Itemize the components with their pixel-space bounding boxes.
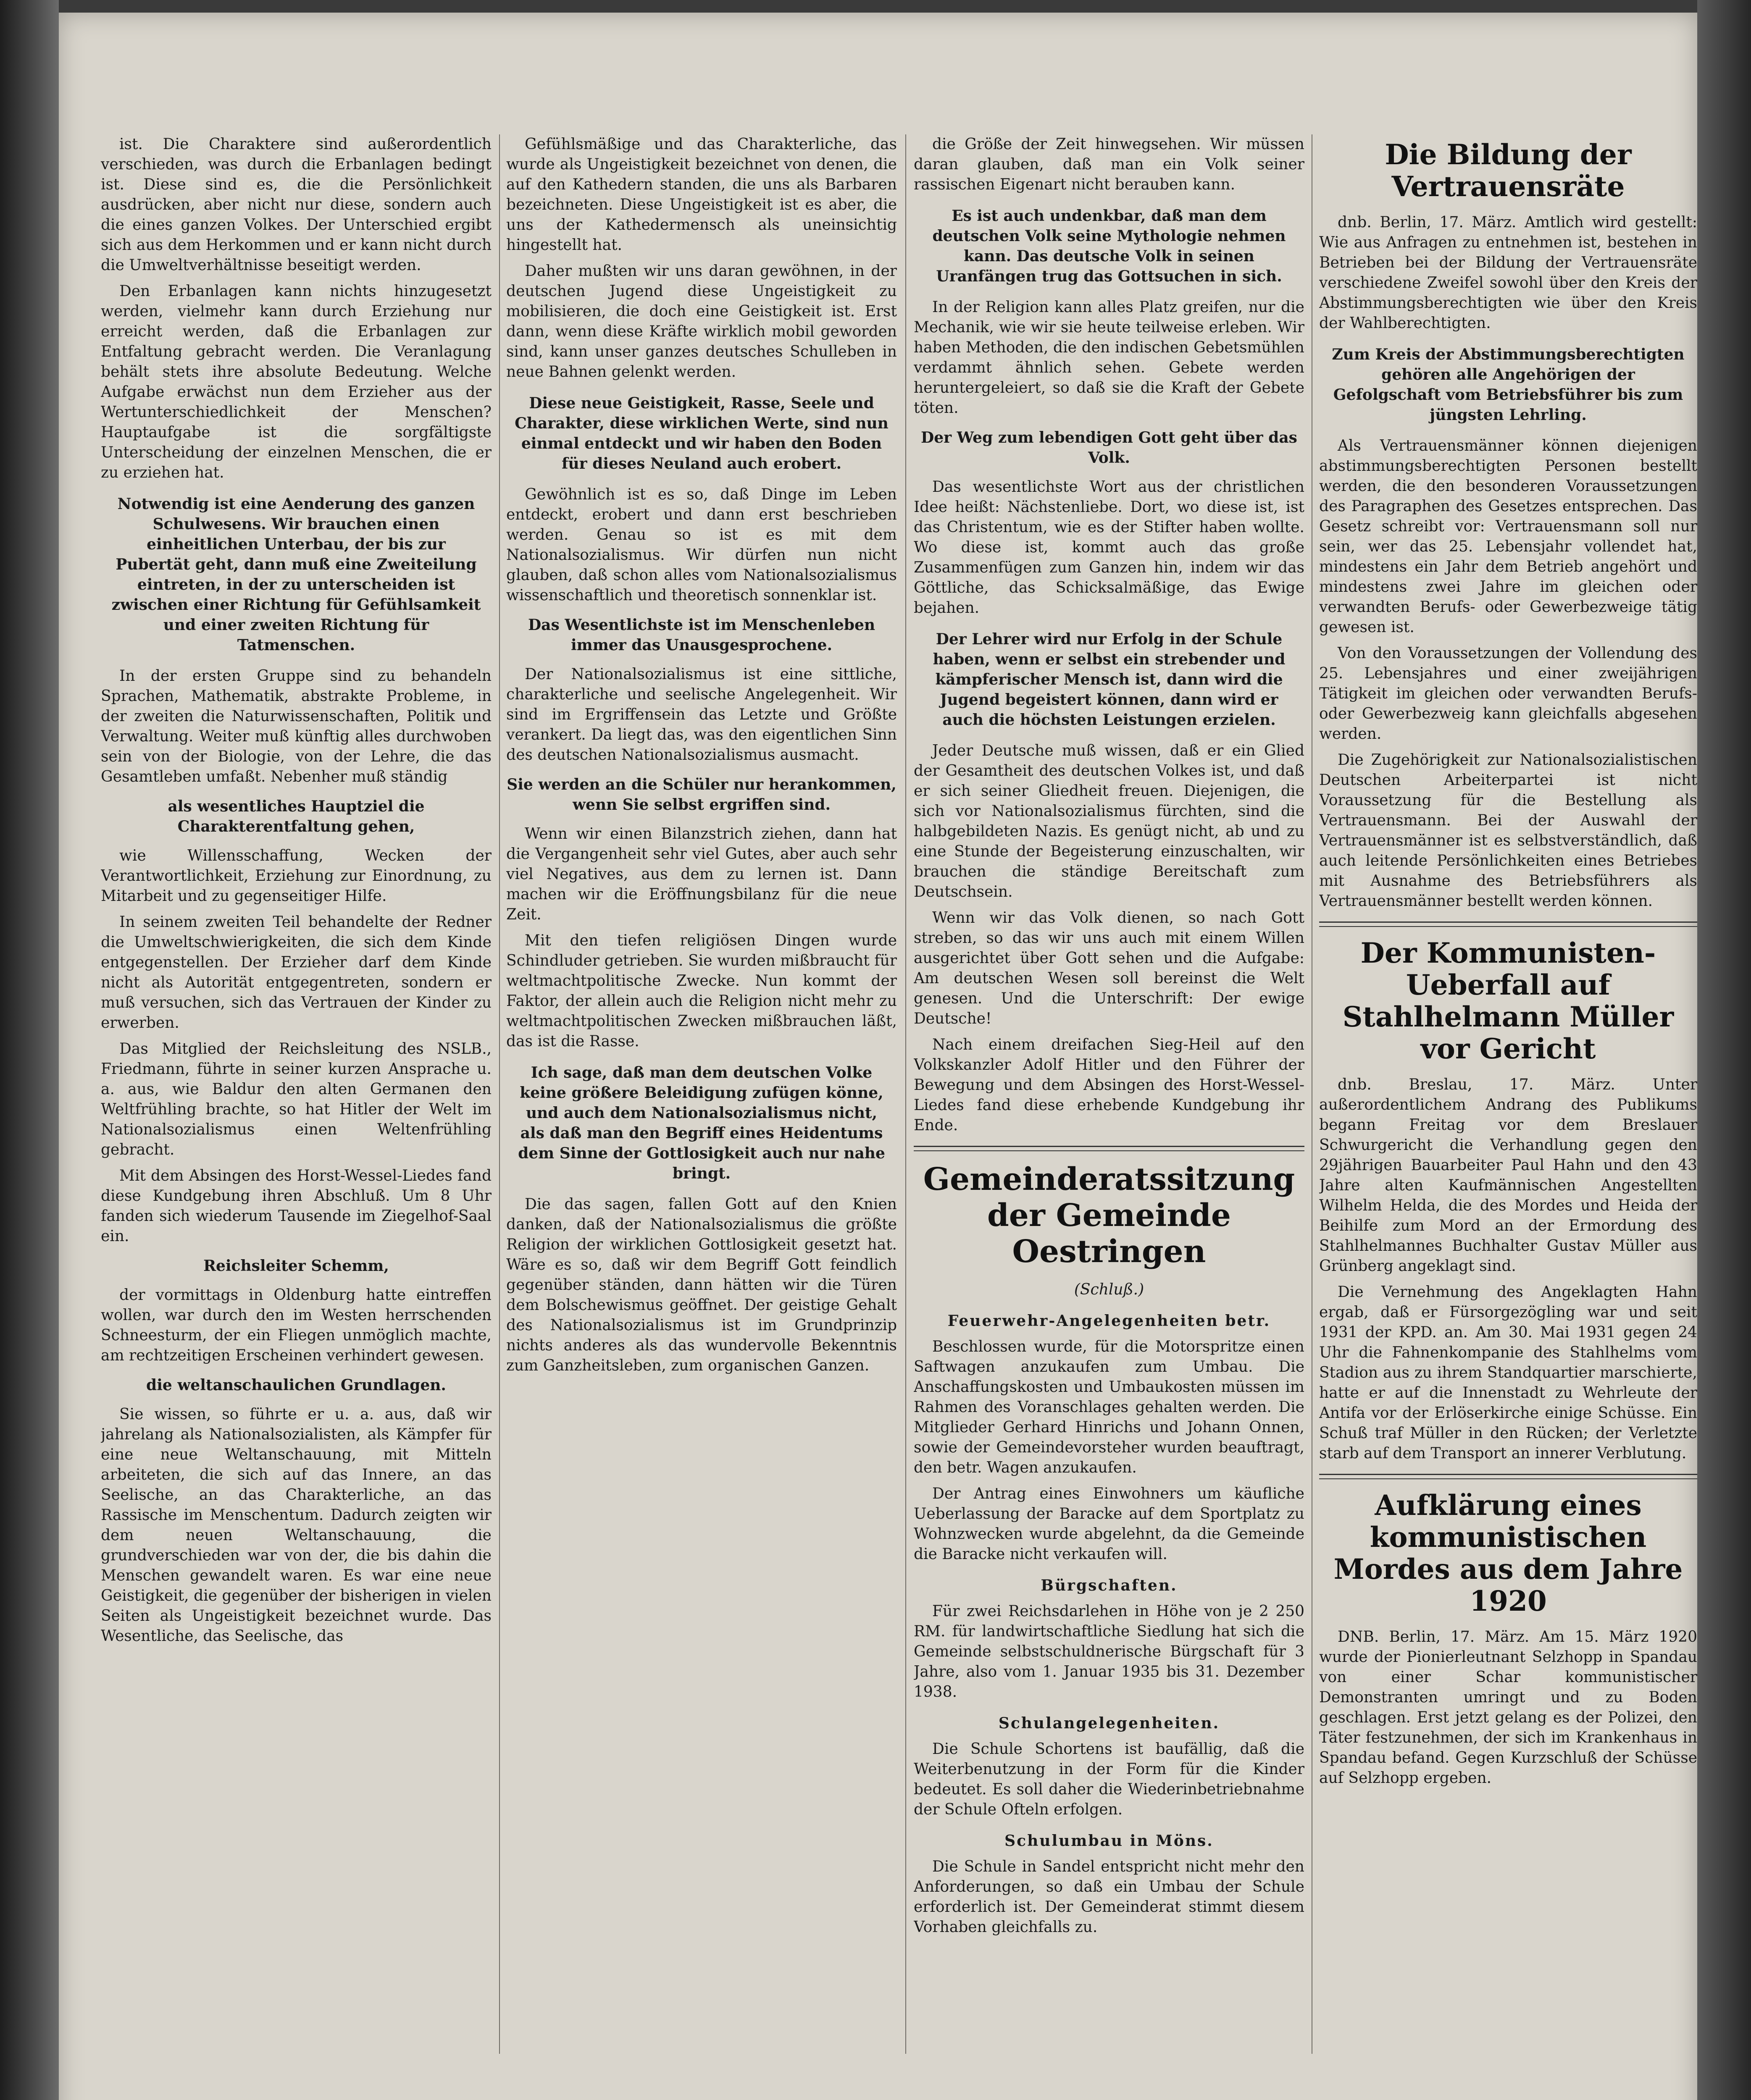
subheading: die weltanschaulichen Grundlagen. [146,1376,446,1394]
article-headline: Gemeinderatssitzung der Gemeinde Oestringen [923,1161,1295,1270]
article-headline: Aufklärung eines kommunistischen Mordes aus dem Jahre 1920 [1333,1489,1683,1617]
paragraph: Mit dem Absingen des Horst-Wessel-Liedes fand diese Kundgebung ihren Abschluß. Um 8 Uhr fanden sich wiederum Tausende im Ziegelhof-Saal ein. [101,1167,492,1245]
paragraph: Die Zugehörigkeit zur Nationalsozialistischen Deutschen Arbeiterpartei ist nicht Voraussetzung für die Bestellung als Vertrauensmann. Bei der Auswahl der Vertrauensmänner ist es selbstverständlich, daß auch leitende Persönlichkeiten eines Betriebes mit Ausnahme des Betriebsführers als Vertrauensmänner bestellt werden können. [1319,751,1697,910]
paragraph: dnb. Berlin, 17. März. Amtlich wird gestellt: Wie aus Anfragen zu entnehmen ist, bestehen in Betrieben bei der Bildung der Vertrauensräte verschiedene Zweifel sowohl über den Kreis der Abstimmungsberechtigten wie über den Kreis der Wahlberechtigten. [1319,214,1697,332]
bold-statement: Der Lehrer wird nur Erfolg in der Schule haben, wenn er selbst ein strebender und kämpferischer Mensch ist, dann wird die Jugend begeistert können, dann wird er auch die höchsten Leistungen erzielen. [933,630,1286,729]
bold-statement: Notwendig ist eine Aenderung des ganzen Schulwesens. Wir brauchen einen einheitlichen Unterbau, der bis zur Pubertät geht, dann muß eine Zweiteilung eintreten, in der zu unterscheiden ist zwischen einer Richtung für Gefühlsamkeit und einer zweiten Richtung für Tatmenschen. [111,495,481,654]
paragraph: Das wesentlichste Wort aus der christlichen Idee heißt: Nächstenliebe. Dort, wo diese ist, ist das Christentum, wie es der Stifter haben wollte. Wo diese ist, kommt auch das große Zusammenfügen zum Ganzen hin, indem wir das Göttliche, das Schicksalmäßige, das Ewige bejahen. [914,478,1304,617]
paragraph: Als Vertrauensmänner können diejenigen abstimmungsberechtigten Personen bestellt werden, die den besonderen Voraussetzungen des Paragraphen des Gesetzes entsprechen. Das Gesetz schreibt vor: Vertrauensmann soll nur sein, wer das 25. Lebensjahr vollendet hat, mindestens ein Jahr dem Betrieb angehört und mindestens zwei Jahre im gleichen oder verwandten Berufs- oder Gewerbezweige tätig gewesen ist. [1319,437,1697,636]
paragraph: Von den Voraussetzungen der Vollendung des 25. Lebensjahres und einer zweijährigen Tätigkeit im gleichen oder verwandten Berufs- oder Gewerbezweig kann gleichfalls abgesehen werden. [1319,645,1697,743]
paragraph: Mit den tiefen religiösen Dingen wurde Schindluder getrieben. Sie wurden mißbraucht für weltmachtpolitische Zwecke. Nun kommt der Faktor, der allein auch die Religion nicht mehr zu weltmachtpolitischen Zwecken mißbrauchen läßt, das ist die Rasse. [506,932,897,1050]
paragraph: Wenn wir das Volk dienen, so nach Gott streben, so das wir uns auch mit einem Willen ausgerichtet über Gott sehen und die Aufgabe: Am deutschen Wesen soll bereinst die Welt genesen. Und die Unterschrift: Der ewige Deutsche! [914,909,1304,1027]
column-2 [506,134,897,2054]
section-divider [1319,1474,1697,1479]
paragraph: Die Vernehmung des Angeklagten Hahn ergab, daß er Fürsorgezögling war und seit 1931 der KPD. an. Am 30. Mai 1931 gegen 24 Uhr die Fahnenkompanie des Stahlhelms vom Stadion aus zu ihrem Standquartier marschierte, hatte er auf die Innenstadt zu Wehrleute der Antifa vor der Erlöserkirche einige Schüsse. Ein Schuß traf Müller in den Rücken; der Verletzte starb auf dem Transport an innerer Verblutung. [1319,1284,1697,1462]
column-3 [914,134,1304,2054]
bold-statement: Ich sage, daß man dem deutschen Volke keine größere Beleidigung zufügen könne, und auch dem Nationalsozialismus nicht, als daß man den Begriff eines Heidentums dem Sinne der Gottlosigkeit auch nur nahe bringt. [518,1064,885,1182]
column-1 [101,134,492,2054]
subheading: Reichsleiter Schemm, [203,1257,389,1275]
paragraph: Die Schule Schortens ist baufällig, daß die Weiterbenutzung in der Form für die Kinder bedeutet. Es soll daher die Wiederinbetriebnahme der Schule Ofteln erfolgen. [914,1740,1304,1818]
paragraph: Der Antrag eines Einwohners um käufliche Ueberlassung der Baracke auf dem Sportplatz zu Wohnzwecken wurde abgelehnt, da die Gemeinde die Baracke nicht verkaufen will. [914,1485,1304,1563]
article-headline: Die Bildung der Vertrauensräte [1385,138,1632,203]
paragraph: DNB. Berlin, 17. März. Am 15. März 1920 wurde der Pionierleutnant Selzhopp in Spandau von einer Schar kommunistischer Demonstranten umringt und zu Boden geschlagen. Erst jetzt gelang es der Polizei, den Täter festzunehmen, der sich im Krankenhaus in Spandau befand. Gegen Kurzschluß der Schüsse auf Selzhopp ergeben. [1319,1628,1697,1787]
subheading: als wesentliches Hauptziel die Charakterentfaltung gehen, [168,798,425,835]
paragraph: Sie wissen, so führte er u. a. aus, daß wir jahrelang als Nationalsozialisten, als Kämpfer für eine neue Weltanschauung, mit Mitteln arbeiteten, die sich auf das Innere, an das Seelische, an das Charakterliche, an das Rassische im Menschentum. Dadurch zeigten wir dem neuen Weltanschauung, die grundverschieden war von der, die bis dahin die Menschen gewandelt waren. Es war eine neue Geistigkeit, die gegenüber der bisherigen in vielen Seiten als Ungeistigkeit bezeichnet wurde. Das Wesentliche, das Seelische, das [101,1406,492,1645]
paragraph: Beschlossen wurde, für die Motorspritze einen Saftwagen anzukaufen zum Umbau. Die Anschaffungskosten und Umbaukosten müssen im Rahmen des Voranschlages gehalten werden. Die Mitglieder Gerhard Hinrichs und Johann Onnen, sowie der Gemeindevorsteher wurden beauftragt, den betr. Wagen anzukaufen. [914,1338,1304,1476]
paragraph: In seinem zweiten Teil behandelte der Redner die Umweltschwierigkeiten, die sich dem Kinde entgegenstellen. Der Erzieher darf dem Kinde nicht als Autorität entgegentreten, sondern er muß versuchen, sich das Vertrauen der Kinder zu erwerben. [101,914,492,1032]
subheading: Der Weg zum lebendigen Gott geht über das Volk. [921,429,1297,467]
paragraph: Jeder Deutsche muß wissen, daß er ein Glied der Gesamtheit des deutschen Volkes ist, und daß er sich seiner Gliedheit freuen. Diejenigen, die sich vor Nationalsozialismus fürchten, sind die halbgebildeten Nazis. Es genügt nicht, ab und zu eine Stunde der Begeisterung einzuschalten, wir brauchen die ständige Bereitschaft zum Deutschsein. [914,742,1304,900]
subheading: Das Wesentlichste ist im Menschenleben immer das Unausgesprochene. [528,616,876,654]
paragraph: In der ersten Gruppe sind zu behandeln Sprachen, Mathematik, abstrakte Probleme, in der zweiten die Naturwissenschaften, Politik und Verwaltung. Weiter muß künftig alles durchwoben sein von der Biologie, von der Lehre, die das Gesamtleben umfaßt. Nebenher muß ständig [101,667,492,785]
paragraph: Das Mitglied der Reichsleitung des NSLB., Friedmann, führte in seiner kurzen Ansprache u. a. aus, wie Baldur den alten Germanen den Weltfrühling brachte, so hat Hitler der Welt im Nationalsozialismus einen Weltenfrühling gebracht. [101,1040,492,1158]
section-divider [914,1146,1304,1151]
paragraph: Daher mußten wir uns daran gewöhnen, in der deutschen Jugend diese Ungeistigkeit zu mobilisieren, die doch eine Geistigkeit ist. Erst dann, wenn diese Kräfte wirklich mobil geworden sind, kann unser ganzes deutsches Schulleben in neue Bahnen gelenkt werden. [506,262,897,381]
paragraph: Gefühlsmäßige und das Charakterliche, das wurde als Ungeistigkeit bezeichnet von denen, die auf den Kathedern standen, die uns als Barbaren bezeichneten. Diese Ungeistigkeit ist es aber, die uns der Kathedermensch als uneinsichtig hingestellt hat. [506,136,897,254]
bold-statement: Zum Kreis der Abstimmungsberechtigten gehören alle Angehörigen der Gefolgschaft vom Betriebsführer bis zum jüngsten Lehrling. [1332,346,1685,424]
paragraph: Die Schule in Sandel entspricht nicht mehr den Anforderungen, so daß ein Umbau der Schule erforderlich ist. Der Gemeinderat stimmt diesem Vorhaben gleichfalls zu. [914,1858,1304,1936]
paragraph: Für zwei Reichsdarlehen in Höhe von je 2 250 RM. für landwirtschaftliche Siedlung hat sich die Gemeinde selbstschuldnerische Bürgschaft für 3 Jahre, also vom 1. Januar 1935 bis 31. Dezember 1938. [914,1603,1304,1701]
section-divider [1319,921,1697,927]
column-rule-1 [499,134,500,2054]
paragraph: Wenn wir einen Bilanzstrich ziehen, dann hat die Vergangenheit sehr viel Gutes, aber auch sehr viel Negatives, aus dem zu lernen ist. Dann machen wir die Eröffnungsbilanz für die neue Zeit. [506,825,897,923]
paragraph: Die das sagen, fallen Gott auf den Knien danken, daß der Nationalsozialismus die größte Religion der wirklichen Gottlosigkeit gesetzt hat. Wäre es so, daß wir dem Begriff Gott feindlich gegenüber ständen, dann hätten wir die Türen dem Bolschewismus geöffnet. Der geistige Gehalt des Nationalsozialismus ist im Grundprinzip nichts anderes als das wundervolle Bekenntnis zum Ganzheitsleben, zum organischen Ganzen. [506,1196,897,1374]
paragraph: dnb. Breslau, 17. März. Unter außerordentlichem Andrang des Publikums begann Freitag vor dem Breslauer Schwurgericht die Verhandlung gegen den 29jährigen Bauarbeiter Paul Hahn und den 43 Jahre alten Kaufmännischen Angestellten Wilhelm Helda, die des Mordes und Heida der Beihilfe zum Mord an der Ermordung des Stahlhelmannes Buchhalter Gustav Müller aus Grünberg angeklagt sind. [1319,1076,1697,1275]
paragraph: Nach einem dreifachen Sieg-Heil auf den Volkskanzler Adolf Hitler und den Führer der Bewegung und dem Absingen des Horst-Wessel-Liedes fand diese erhebende Kundgebung ihr Ende. [914,1036,1304,1134]
column-4 [1319,134,1697,2054]
book-binding-shadow [0,0,59,2100]
continued-note: (Schluß.) [1074,1281,1144,1298]
paragraph: wie Willensschaffung, Wecken der Verantwortlichkeit, Erziehung zur Einordnung, zu Mitarbeit und zu gegenseitiger Hilfe. [101,847,492,905]
paragraph: Gewöhnlich ist es so, daß Dinge im Leben entdeckt, erobert und dann erst beschrieben werden. Genau so ist es mit dem Nationalsozialismus. Wir dürfen nun nicht glauben, daß schon alles vom Nationalsozialismus wissenschaftlich und theoretisch sonnenklar ist. [506,486,897,604]
bold-statement: Diese neue Geistigkeit, Rasse, Seele und Charakter, diese wirklichen Werte, sind nun einmal entdeckt und wir haben den Boden für dieses Neuland auch erobert. [515,394,889,472]
paragraph: der vormittags in Oldenburg hatte eintreffen wollen, war durch den im Westen herrschenden Schneesturm, der ein Fliegen unmöglich machte, am rechtzeitigen Erscheinen verhindert gewesen. [101,1286,492,1364]
column-rule-2 [905,134,906,2054]
paragraph: In der Religion kann alles Platz greifen, nur die Mechanik, wie wir sie heute teilweise erleben. Wir haben Methoden, die den indischen Gebetsmühlen verdammt ähnlich sehen. Gebete werden heruntergeleiert, so daß sie die Kraft der Gebete töten. [914,299,1304,417]
paragraph: Der Nationalsozialismus ist eine sittliche, charakterliche und seelische Angelegenheit. Wir sind im Ergriffensein das Letzte und Größte verankert. Da liegt das, was den eigentlichen Sinn des deutschen Nationalsozialismus ausmacht. [506,666,897,764]
bold-statement: Es ist auch undenkbar, daß man dem deutschen Volk seine Mythologie nehmen kann. Das deutsche Volk in seinen Uranfängen trug das Gottsuchen in sich. [932,207,1286,285]
section-title: Schulangelegenheiten. [998,1714,1220,1732]
section-title: Feuerwehr-Angelegenheiten betr. [947,1312,1271,1330]
paragraph: die Größe der Zeit hinwegsehen. Wir müssen daran glauben, daß man ein Volk seiner rassischen Eigenart nicht berauben kann. [914,136,1304,193]
paragraph: ist. Die Charaktere sind außerordentlich verschieden, was durch die Erbanlagen bedingt ist. Diese sind es, die die Persönlichkeit ausdrücken, aber nicht nur diese, sondern auch die eines ganzen Volkes. Der Unterschied ergibt sich aus dem Herkommen und er kann nicht durch die Umweltverhältnisse beseitigt werden. [101,136,492,274]
page-edge-shadow [1697,0,1751,2100]
subheading: Sie werden an die Schüler nur herankommen, wenn Sie selbst ergriffen sind. [507,776,897,814]
section-title: Bürgschaften. [1041,1577,1178,1594]
article-headline: Der Kommunisten-Ueberfall auf Stahlhelmann Müller vor Gericht [1342,937,1674,1065]
section-title: Schulumbau in Möns. [1004,1832,1214,1850]
paragraph: Den Erbanlagen kann nichts hinzugesetzt werden, vielmehr kann durch Erziehung nur erreicht werden, daß die Erbanlagen zur Entfaltung gebracht werden. Die Veranlagung behält stets ihre absolute Bedeutung. Welche Aufgabe erwächst nun dem Erzieher aus der Wertunterschiedlichkeit der Menschen? Hauptaufgabe ist die sorgfältigste Unterscheidung der einzelnen Menschen, die er zu erziehen hat. [101,283,492,481]
